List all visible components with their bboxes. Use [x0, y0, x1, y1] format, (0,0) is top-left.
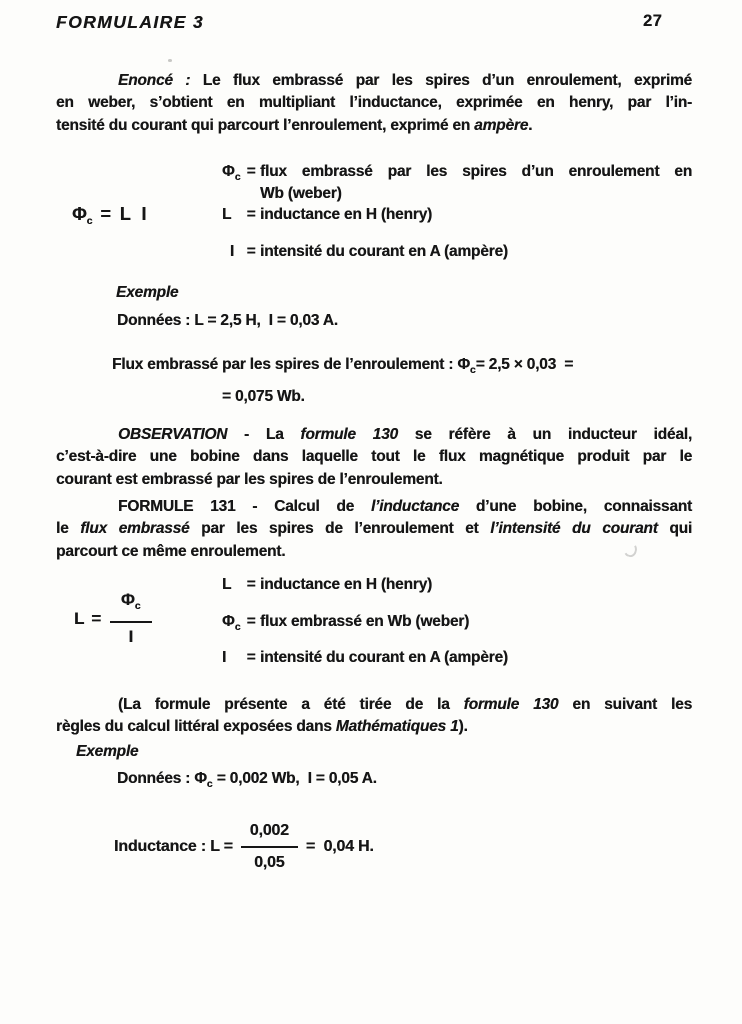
calc-result: = 0,04 H. — [305, 837, 374, 855]
legend-130-flux — [222, 161, 692, 204]
scan-artifact — [168, 59, 172, 62]
enonce-line-2: en weber, s’obtient en multipliant l’inductance, exprimée en henry, par l’in- — [56, 94, 692, 112]
fraction-denominator: I — [128, 627, 133, 646]
observation-line-3: courant est embrassé par les spires de l’enroulement. — [56, 470, 443, 488]
equals-sign: = — [100, 204, 111, 224]
legend-text: intensité du courant en A (ampère) — [260, 243, 508, 260]
enonce-line-1: Enoncé : Le flux embrassé par les spires d’un enroulement, exprimé — [118, 72, 692, 89]
fraction-numerator: 0,002 — [241, 820, 298, 848]
equals-sign: = — [91, 608, 101, 628]
phi-symbol: $\Phi_c$ — [72, 204, 93, 227]
equals-sign: = — [246, 613, 256, 630]
example-131-calculation — [114, 820, 374, 873]
legend-text: flux embrassé en Wb (weber) — [260, 613, 470, 630]
page-title: FORMULAIRE 3 — [56, 12, 205, 32]
equals-sign: = — [246, 163, 256, 180]
enonce-line-3: tensité du courant qui parcourt l’enroulement, exprimé en ampère. — [56, 116, 533, 134]
equals-sign: = — [246, 576, 256, 593]
phi-symbol: $\Phi_c$ — [222, 163, 241, 183]
L-symbol: L — [222, 576, 232, 593]
example-130-data: Données : L = 2,5 H, I = 0,03 A. — [117, 312, 338, 329]
equals-sign: = — [246, 243, 256, 260]
formule-131-label: FORMULE 131 — [118, 498, 236, 515]
formule-131-line-1: FORMULE 131 - Calcul de l’inductance d’une bobine, connaissant — [118, 498, 692, 515]
note-line-1: (La formule présente a été tirée de la formule 130 en suivant les — [118, 696, 692, 713]
calc-label: Inductance : L = — [114, 837, 233, 855]
fraction — [110, 590, 152, 647]
observation-label: OBSERVATION — [118, 426, 228, 443]
L-symbol: L — [222, 206, 232, 223]
phi-symbol: $\Phi_c$ — [457, 356, 476, 376]
fraction — [241, 820, 298, 873]
observation-line-1: OBSERVATION - La formule 130 se réfère à un inducteur idéal, — [118, 426, 692, 443]
legend-130-inductance — [222, 204, 692, 226]
paragraph-formule-131 — [56, 496, 692, 563]
equals-sign: = — [246, 649, 256, 666]
example-130-result: = 0,075 Wb. — [222, 388, 305, 405]
phi-symbol: $\Phi_c$ — [222, 613, 241, 633]
legend-text: intensité du courant en A (ampère) — [260, 649, 508, 666]
example-130-calculation: Flux embrassé par les spires de l’enroulement : $\Phi_c= 2,5 \times 0,03$ = — [112, 356, 574, 376]
fraction-numerator: $\Phi_c$ — [110, 590, 152, 623]
observation-line-2: c’est-à-dire une bobine dans laquelle tout le flux magnétique produit par le — [56, 448, 692, 466]
phi-symbol: $\Phi_c$ — [194, 770, 213, 790]
legend-131-intensite — [222, 647, 692, 669]
note-line-2: règles du calcul littéral exposées dans Mathématiques 1). — [56, 718, 468, 736]
paragraph-note — [56, 694, 692, 739]
legend-text: flux embrassé par les spires d’un enroulement en Wb (weber) — [260, 163, 692, 202]
equals-sign: = — [246, 206, 256, 223]
I-symbol: I — [229, 243, 235, 260]
I-symbol: I — [222, 649, 227, 666]
example-heading: Exemple — [116, 284, 179, 301]
formula-130-rhs: L I — [119, 204, 150, 224]
legend-131-inductance — [222, 574, 692, 596]
formula-131 — [74, 590, 152, 647]
paragraph-enonce — [56, 70, 692, 137]
formula-130 — [72, 202, 149, 233]
legend-131-flux — [222, 611, 692, 638]
enonce-label: Enoncé : — [118, 72, 191, 89]
fraction-denominator: 0,05 — [254, 854, 285, 871]
legend-text: inductance en H (henry) — [260, 576, 432, 593]
formule-131-line-2: le flux embrassé par les spires de l’enroulement et l’intensité du courant qui — [56, 520, 692, 538]
example-131-data: Données : $\Phi_c = 0,002$ Wb, I = 0,05 A. — [117, 770, 377, 790]
page-number: 27 — [643, 12, 663, 30]
formule-131-line-3: parcourt ce même enroulement. — [56, 542, 286, 560]
legend-130-intensite — [222, 241, 692, 263]
example-heading: Exemple — [76, 743, 139, 760]
paragraph-observation — [56, 424, 692, 491]
L-symbol: L — [74, 608, 85, 628]
legend-text: inductance en H (henry) — [260, 206, 432, 223]
